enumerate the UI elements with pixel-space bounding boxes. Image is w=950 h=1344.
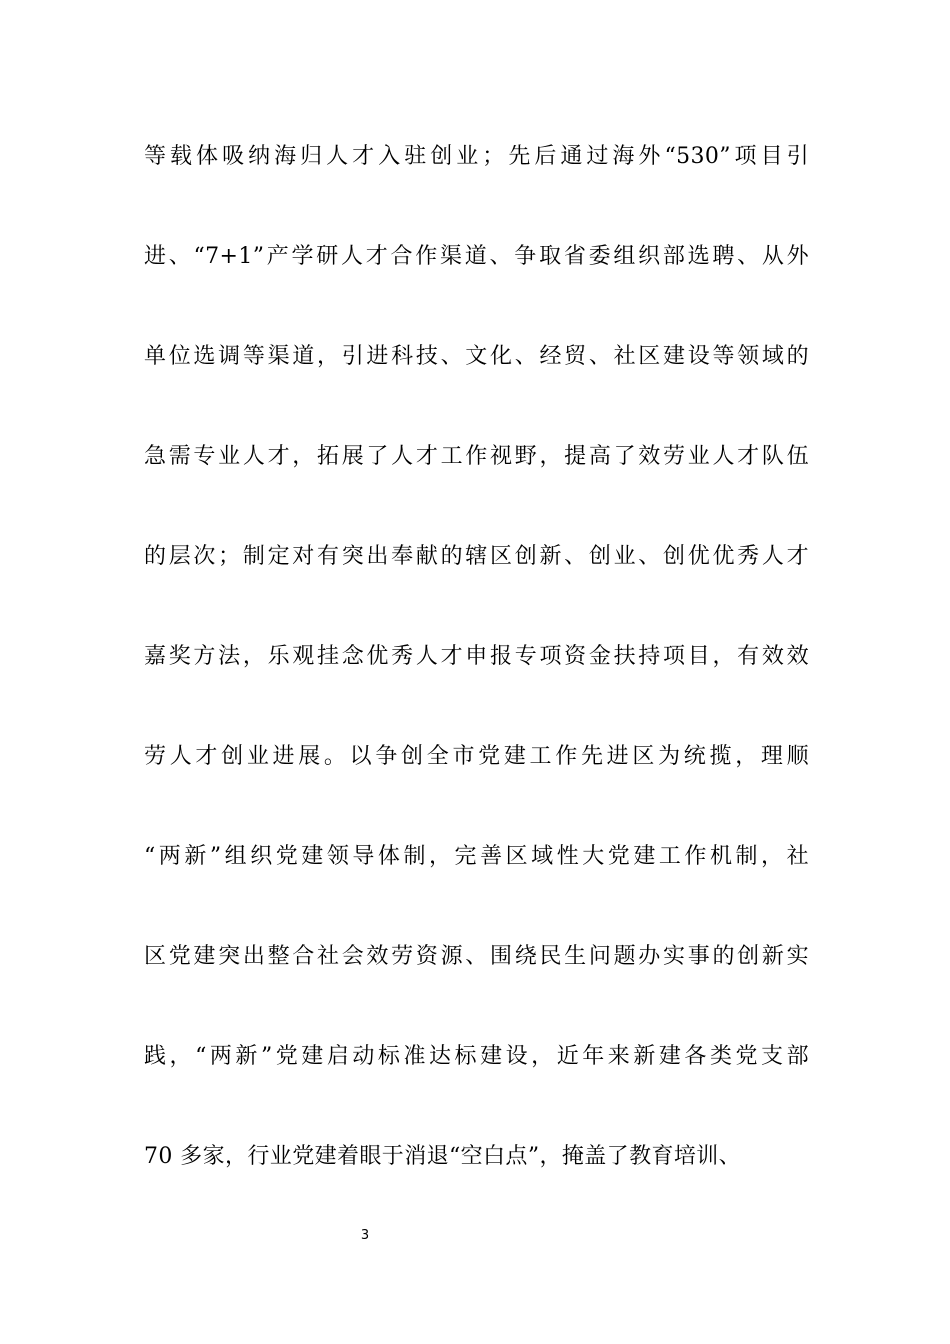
- body-text-line-10: 践，“两新”党建启动标准达标建设，近年来新建各类党支部: [144, 1044, 809, 1069]
- body-text-line-3: 单位选调等渠道，引进科技、文化、经贸、社区建设等领域的: [144, 344, 809, 369]
- body-text-line-6: 嘉奖方法，乐观挂念优秀人才申报专项资金扶持项目，有效效: [144, 644, 809, 669]
- body-text-line-9: 区党建突出整合社会效劳资源、围绕民生问题办实事的创新实: [144, 944, 809, 969]
- body-text-line-5: 的层次；制定对有突出奉献的辖区创新、创业、创优优秀人才: [144, 544, 809, 569]
- page-number: 3: [360, 1228, 370, 1243]
- body-text-line-4: 急需专业人才，拓展了人才工作视野，提高了效劳业人才队伍: [144, 444, 809, 469]
- body-text-line-11: 70 多家，行业党建着眼于消退“空白点”，掩盖了教育培训、: [144, 1144, 742, 1169]
- body-text-line-7: 劳人才创业进展。以争创全市党建工作先进区为统揽，理顺: [144, 744, 809, 769]
- body-text-line-2: 进、“7+1”产学研人才合作渠道、争取省委组织部选聘、从外: [144, 244, 809, 269]
- body-text-line-8: “两新”组织党建领导体制，完善区域性大党建工作机制，社: [144, 844, 809, 869]
- body-text-line-1: 等载体吸纳海归人才入驻创业；先后通过海外“530”项目引: [144, 144, 809, 169]
